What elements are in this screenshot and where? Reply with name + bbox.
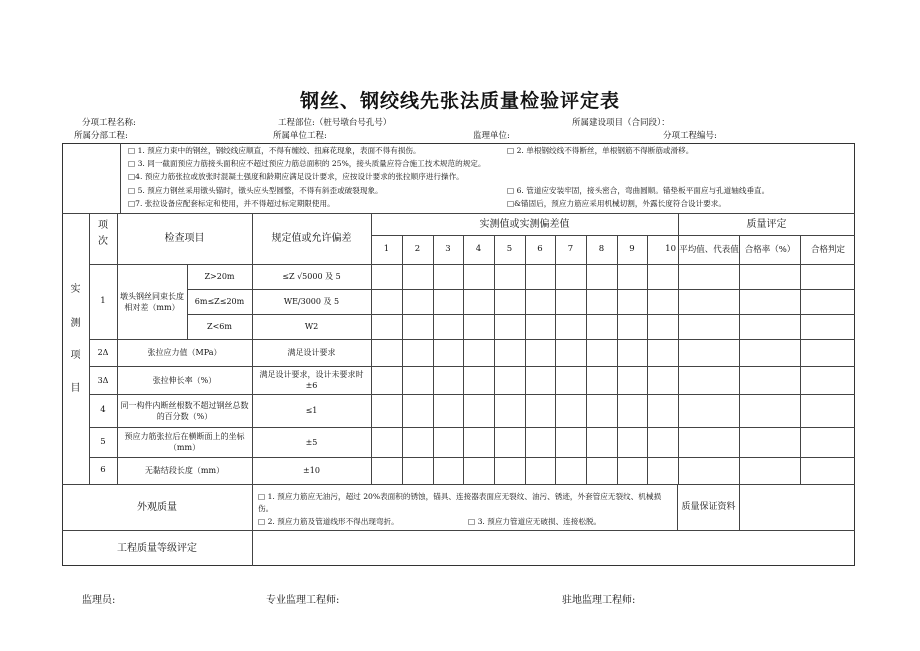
side-label-1: 实 [70,283,81,295]
col-7: 7 [567,244,574,254]
req-7: □7. 张拉设备应配套标定和使用，并不得超过标定期限使用。 [128,199,335,208]
req-2: □ 2. 单根钢绞线不得断丝，单根钢筋不得断筋或滑移。 [507,146,694,155]
row4-no: 4 [100,405,106,415]
row6-no: 6 [100,465,106,475]
page-title: 钢丝、钢绞线先张法质量检验评定表 [299,90,620,112]
header-item-no-1: 项 [98,219,108,231]
project-name-label: 分项工程名称: [82,118,136,128]
quality-assurance-label: 质量保证资料 [681,501,736,512]
header-spec: 规定值或允许偏差 [271,233,352,244]
row1-sub3: Z<6m [207,322,232,331]
col-3: 3 [445,244,451,254]
grade-label: 工程质量等级评定 [117,542,197,554]
signature-inspector: 监理员: [82,595,116,606]
side-label-3: 项 [70,349,81,361]
row3-spec: 满足设计要求，设计未要求时±6 [259,370,364,390]
row5-spec: ±5 [305,437,318,447]
row1-no: 1 [100,296,106,306]
appearance-label: 外观质量 [137,501,177,513]
appearance-2: □ 2. 预应力筋及管道线形不得出现弯折。 [258,517,399,526]
signature-resident: 驻地监理工程师: [562,595,636,606]
row2-spec: 满足设计要求 [287,348,336,357]
req-6: □ 6. 管道应安装牢固，接头密合，弯曲圆顺。锚垫板平面应与孔道轴线垂直。 [507,186,770,195]
division-label: 所属分部工程: [74,131,128,141]
req-4: □4. 预应力筋张拉或放张时混凝土强度和龄期应满足设计要求，应按设计要求的张拉顺序进行操作。 [128,172,464,181]
code-label: 分项工程编号: [663,131,717,141]
header-measured: 实测值或实测偏差值 [479,218,570,230]
col-9: 9 [629,244,635,254]
col-10: 10 [665,244,676,254]
row2-item: 张拉应力值（MPa） [147,348,222,357]
appearance-1: □ 1. 预应力筋应无油污，超过 20%表面积的锈蚀，锚具、连接器表面应无裂纹、油污、锈迹，外套管应无裂纹、机械损伤。 [258,492,662,513]
row1-item: 墩头钢丝同束长度相对差（mm） [120,291,184,312]
row6-spec: ±10 [303,466,320,475]
row4-spec: ≤1 [305,406,318,415]
header-check-item: 检查项目 [164,233,205,244]
header-avg: 平均值、代表值 [679,244,739,255]
appearance-3: □ 3. 预应力管道应无破损、连接松脱。 [468,517,602,526]
col-4: 4 [475,244,482,254]
side-label-2: 测 [70,317,81,329]
row1-spec3: W2 [304,322,319,331]
col-1: 1 [383,244,390,254]
unit-label: 所属单位工程: [273,131,327,141]
supervisor-unit-label: 监理单位: [473,131,510,141]
req-8: □&锚固后，预应力筋应采用机械切割，外露长度符合设计要求。 [507,199,726,208]
row2-no: 2Δ [97,348,109,357]
construction-label: 所属建设项目（合同段）： [572,118,670,128]
row3-item: 张拉伸长率（%） [152,375,217,385]
signature-professional: 专业监理工程师: [266,595,340,606]
side-label-4: 目 [70,382,81,394]
row4-item: 同一构件内断丝根数不超过钢丝总数的百分数（%） [120,400,249,421]
part-label: 工程部位:（桩号墩台号孔号） [278,118,392,128]
col-6: 6 [537,244,543,254]
header-quality-eval: 质量评定 [746,218,787,230]
row1-sub2: 6m≤Z≤20m [194,297,245,306]
col-2: 2 [414,244,421,254]
col-5: 5 [506,244,513,254]
req-3: □ 3. 同一截面预应力筋接头面积应不超过预应力筋总面积的 25%，接头质量应符合施工技术规范的规定。 [128,159,486,168]
row1-spec2: WE/3000 及 5 [283,297,340,306]
header-item-no-2: 次 [98,235,108,247]
row1-spec1: ≤Z √5000 及 5 [282,272,341,281]
header-pass-judge: 合格判定 [810,244,845,255]
row5-no: 5 [100,436,106,447]
row3-no: 3Δ [97,375,109,385]
req-5: □ 5. 预应力钢丝采用镦头锚时，镦头应头型圆整，不得有斜歪或破裂现象。 [128,186,383,195]
row5-item: 预应力筋张拉后在横断面上的坐标（mm） [124,432,245,452]
row1-sub1: Z>20m [204,272,235,281]
col-8: 8 [598,244,605,254]
row6-item: 无黏结段长度（mm） [144,466,225,475]
header-pass-rate: 合格率（%） [744,244,796,255]
req-1: □ 1. 预应力束中的钢丝，钢绞线应顺直，不得有缠绞、扭麻花现象，表面不得有损伤。 [128,146,421,155]
